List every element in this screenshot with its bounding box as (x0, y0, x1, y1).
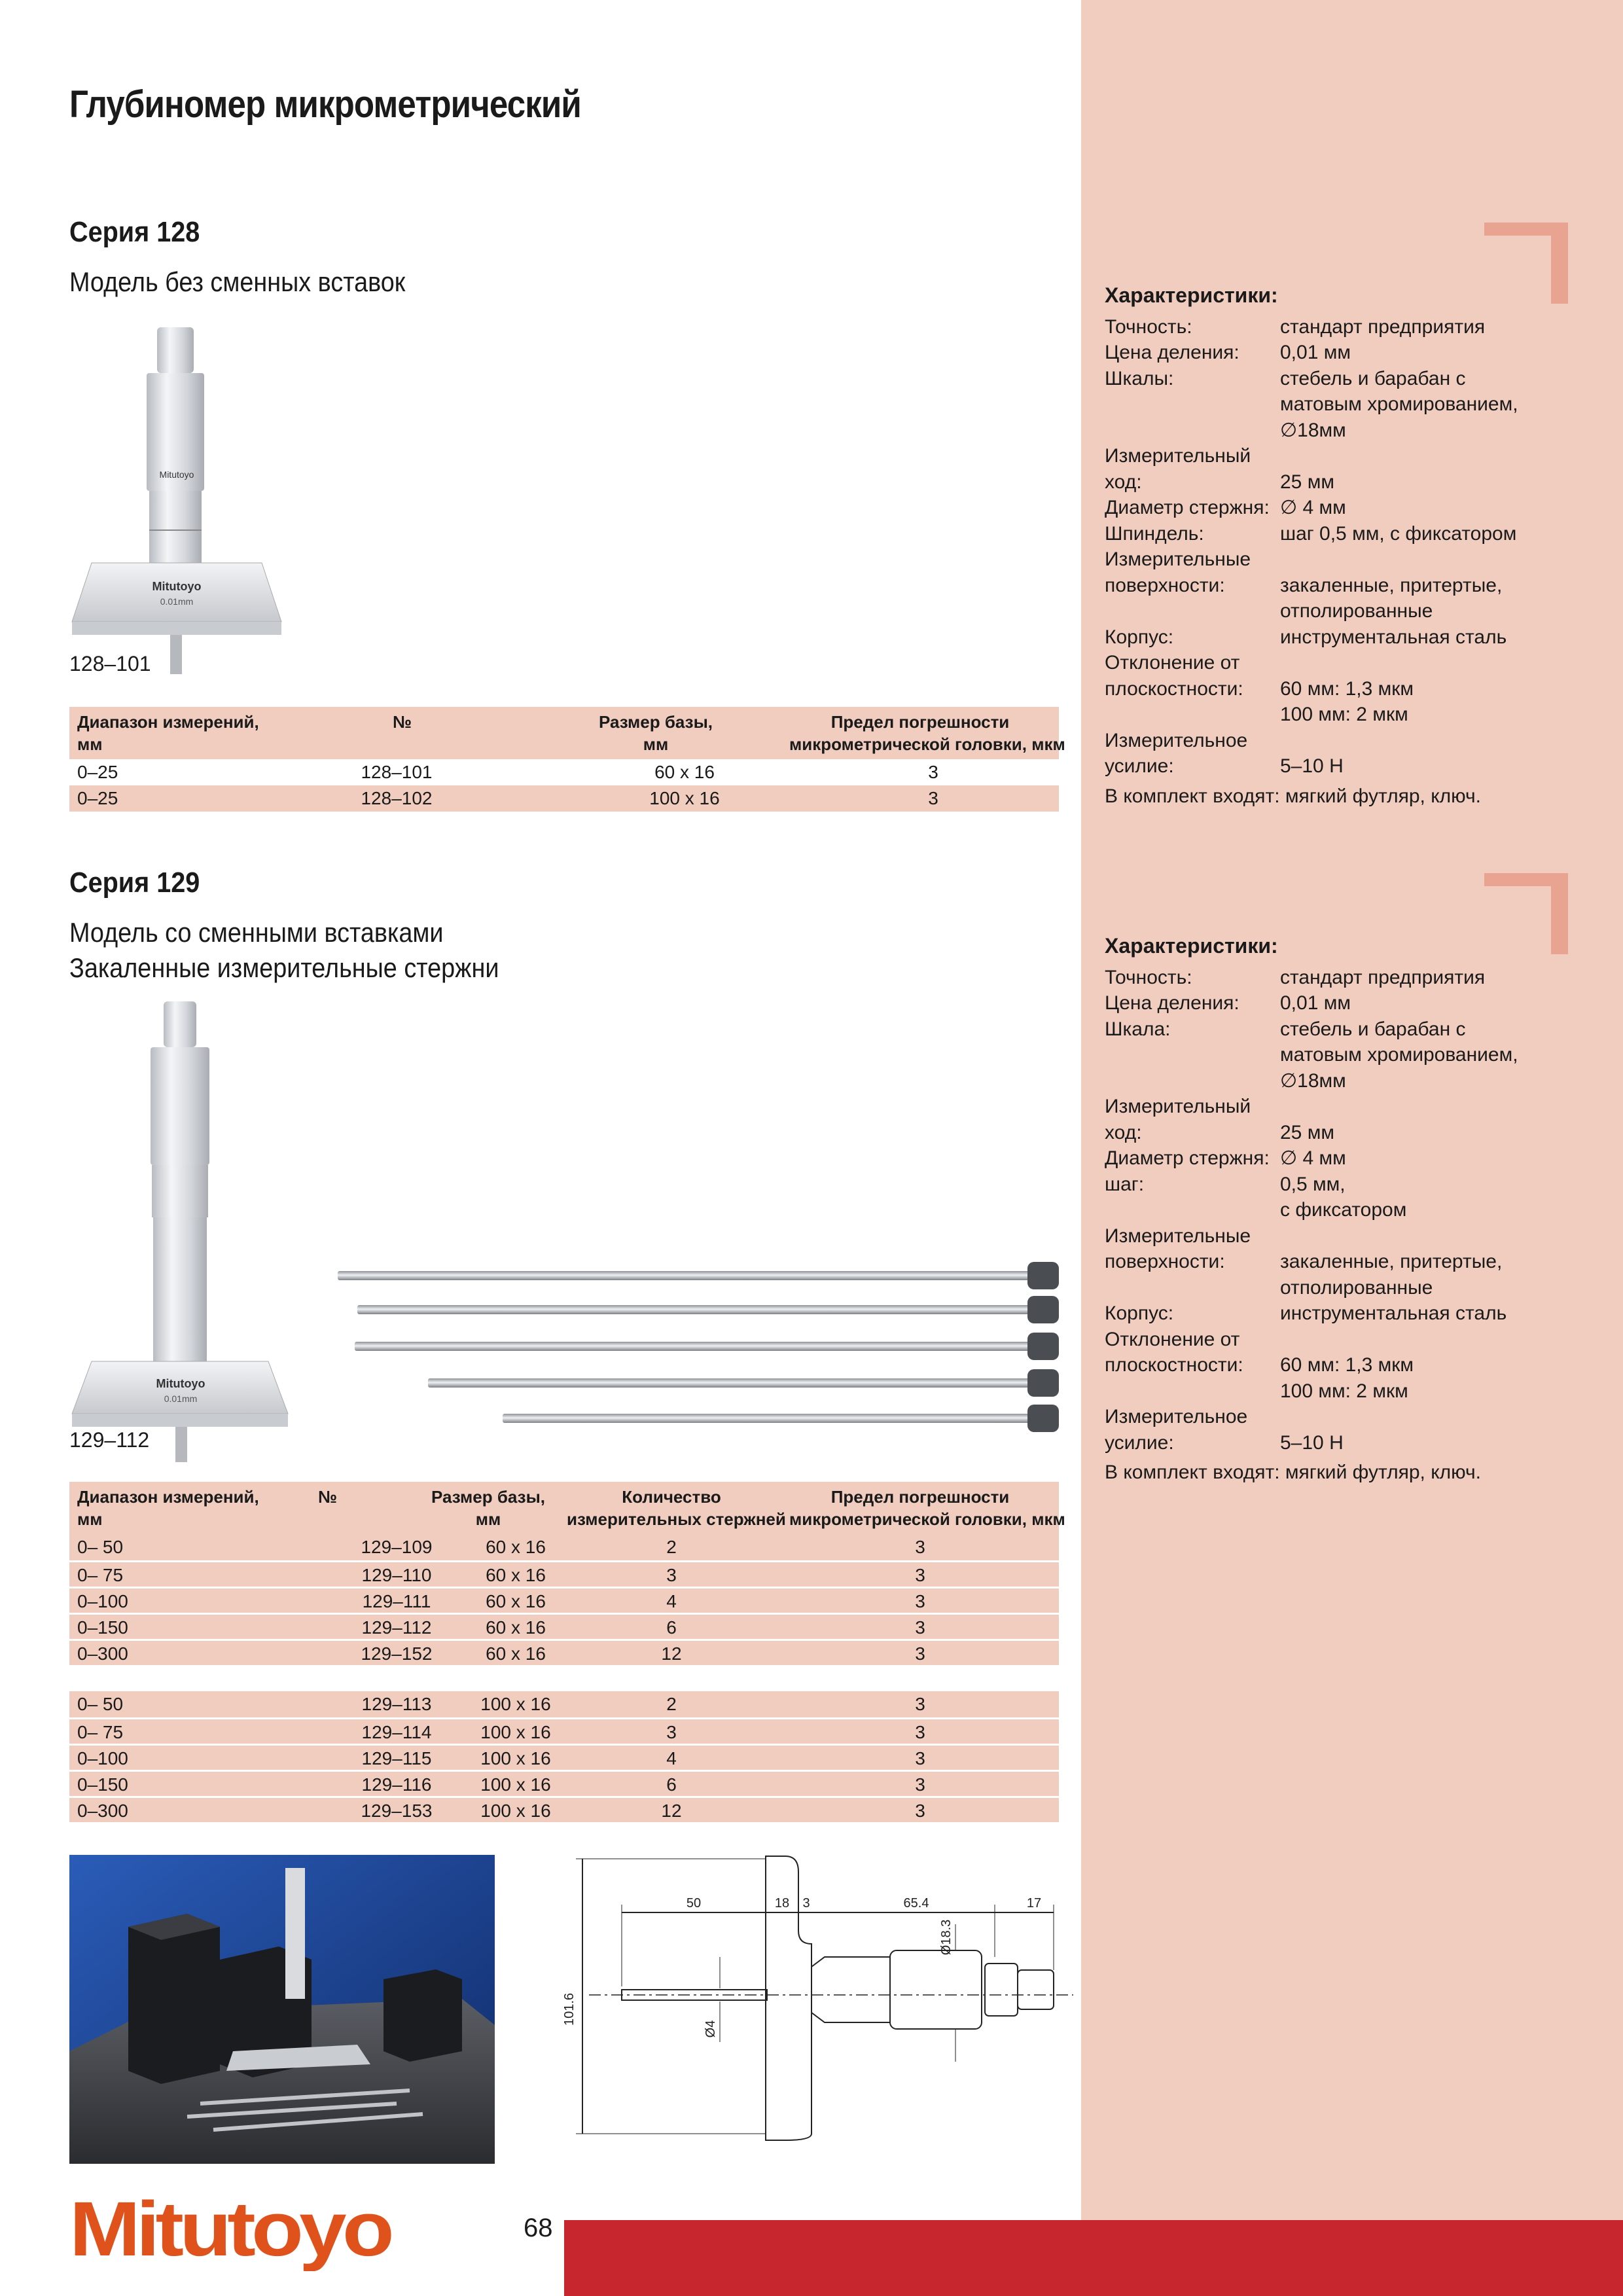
header-number: № (318, 1487, 337, 1507)
series-128-heading: Серия 128 (69, 216, 200, 248)
dim-50: 50 (686, 1896, 702, 1910)
device-base-brand: Mitutoyo (156, 1377, 205, 1390)
header-error-limit: Предел погрешности (830, 1487, 1010, 1507)
device-resolution: 0.01mm (160, 596, 194, 607)
table-row: 0– 50 129–113 100 x 16 2 3 (69, 1691, 1059, 1717)
model-label-128: 128–101 (69, 652, 151, 675)
specs-title: Характеристики: (1105, 934, 1278, 958)
header-base-unit: мм (475, 1509, 501, 1529)
svg-text:Mitutoyo: Mitutoyo (69, 2193, 392, 2271)
mitutoyo-logo (69, 2193, 410, 2271)
kit-text: В комплект входят: мягкий футляр, ключ. (1105, 785, 1481, 807)
series-128-specs: Характеристики: Точность: стандарт предприятия Цена деления: 0,01 мм Шкалы: стебель и барабан с матовым хромированием, ∅18мм Измерительный ход: 25 мм Диаметр стержня: ∅ 4 мм Шпиндель: шаг 0,5 мм, с фиксатором Измерительные поверхности: закаленные, притертые, отполированные Корпус: инструментальная сталь Отклонение от плоскостности: 60 мм: 1,3 мкм 100 мм: 2 мкм Измерительное усилие: 5–10 Н В комплект входят: мягкий футляр, ключ. (1105, 283, 1589, 809)
table-row: 0– 50 129–109 60 x 16 2 3 (69, 1534, 1059, 1560)
measuring-rods-image (334, 1250, 1067, 1440)
header-range: Диапазон измерений, (77, 1487, 259, 1507)
table-row: 0–300 129–153 100 x 16 12 3 (69, 1796, 1059, 1822)
depth-micrometer-128-image (65, 314, 301, 681)
specs-title: Характеристики: (1105, 283, 1278, 307)
header-base-unit: мм (643, 734, 669, 754)
series-129-heading: Серия 129 (69, 867, 200, 899)
table-row: 0–150 129–116 100 x 16 6 3 (69, 1770, 1059, 1796)
dim-3: 3 (802, 1896, 810, 1910)
series-129-table (69, 1482, 1065, 1822)
technical-drawing (550, 1852, 1086, 2166)
usage-photo (69, 1855, 495, 2164)
table-row: 0–100 129–111 60 x 16 4 3 (69, 1587, 1059, 1613)
footer-bar (564, 2220, 1623, 2296)
dim-17: 17 (1026, 1896, 1042, 1910)
page-title: Глубиномер микрометрический (69, 83, 581, 126)
header-error-limit: Предел погрешности (830, 712, 1010, 732)
depth-micrometer-129-image (65, 995, 301, 1466)
header-range-unit: мм (77, 1509, 103, 1529)
table-row: 0–150 129–112 60 x 16 6 3 (69, 1613, 1059, 1639)
series-129-specs: Характеристики: Точность: стандарт предприятия Цена деления: 0,01 мм Шкала: стебель и барабан с матовым хромированием, ∅18мм Измерительный ход: 25 мм Диаметр стержня: ∅ 4 мм шаг: 0,5 мм, с фиксатором Измерительные поверхности: закаленные, притертые, отполированные Корпус: инструментальная сталь Отклонение от плоскостности: 60 мм: 1,3 мкм 100 мм: 2 мкм Измерительное усилие: 5–10 Н В комплект входят: мягкий футляр, ключ. (1105, 933, 1589, 1486)
model-label-129: 129–112 (69, 1428, 150, 1452)
dim-diameter-18-3: Ø18.3 (939, 1919, 954, 1956)
header-error-limit-unit: микрометрической головки, мкм (789, 1509, 1065, 1529)
header-range-unit: мм (77, 734, 103, 754)
header-rod-count: Количество (622, 1487, 721, 1507)
dim-65-4: 65.4 (903, 1896, 929, 1910)
device-brand-label: Mitutoyo (159, 469, 194, 480)
page-number: 68 (524, 2214, 553, 2242)
dim-18: 18 (774, 1896, 790, 1910)
dim-diameter-4: Ø4 (704, 2020, 718, 2038)
table-header (69, 707, 1065, 759)
table-header (69, 1482, 1065, 1534)
header-range: Диапазон измерений, (77, 712, 259, 732)
header-base-size: Размер базы, (431, 1487, 546, 1507)
dim-101-6: 101.6 (562, 1992, 577, 2026)
table-row: 0– 75 129–114 100 x 16 3 3 (69, 1717, 1059, 1744)
table-row: 0–300 129–152 60 x 16 12 3 (69, 1639, 1059, 1665)
device-resolution: 0.01mm (164, 1393, 198, 1404)
series-129-subtitle: Модель со сменными вставками (69, 917, 444, 948)
device-base-brand: Mitutoyo (152, 580, 202, 593)
header-error-limit-unit: микрометрической головки, мкм (789, 734, 1065, 754)
header-rod-count-2: измерительных стержней (567, 1509, 786, 1529)
header-number: № (393, 712, 412, 732)
table-row: 0–25 128–102 100 x 16 3 (69, 785, 1059, 812)
kit-text: В комплект входят: мягкий футляр, ключ. (1105, 1462, 1481, 1483)
series-128-subtitle: Модель без сменных вставок (69, 266, 406, 297)
header-base-size: Размер базы, (598, 712, 713, 732)
series-129-subtitle-2: Закаленные измерительные стержни (69, 952, 499, 983)
table-row: 0–25 128–101 60 x 16 3 (77, 762, 938, 782)
series-128-table (69, 707, 1065, 812)
table-row: 0–100 129–115 100 x 16 4 3 (69, 1744, 1059, 1770)
table-row: 0– 75 129–110 60 x 16 3 3 (69, 1560, 1059, 1587)
